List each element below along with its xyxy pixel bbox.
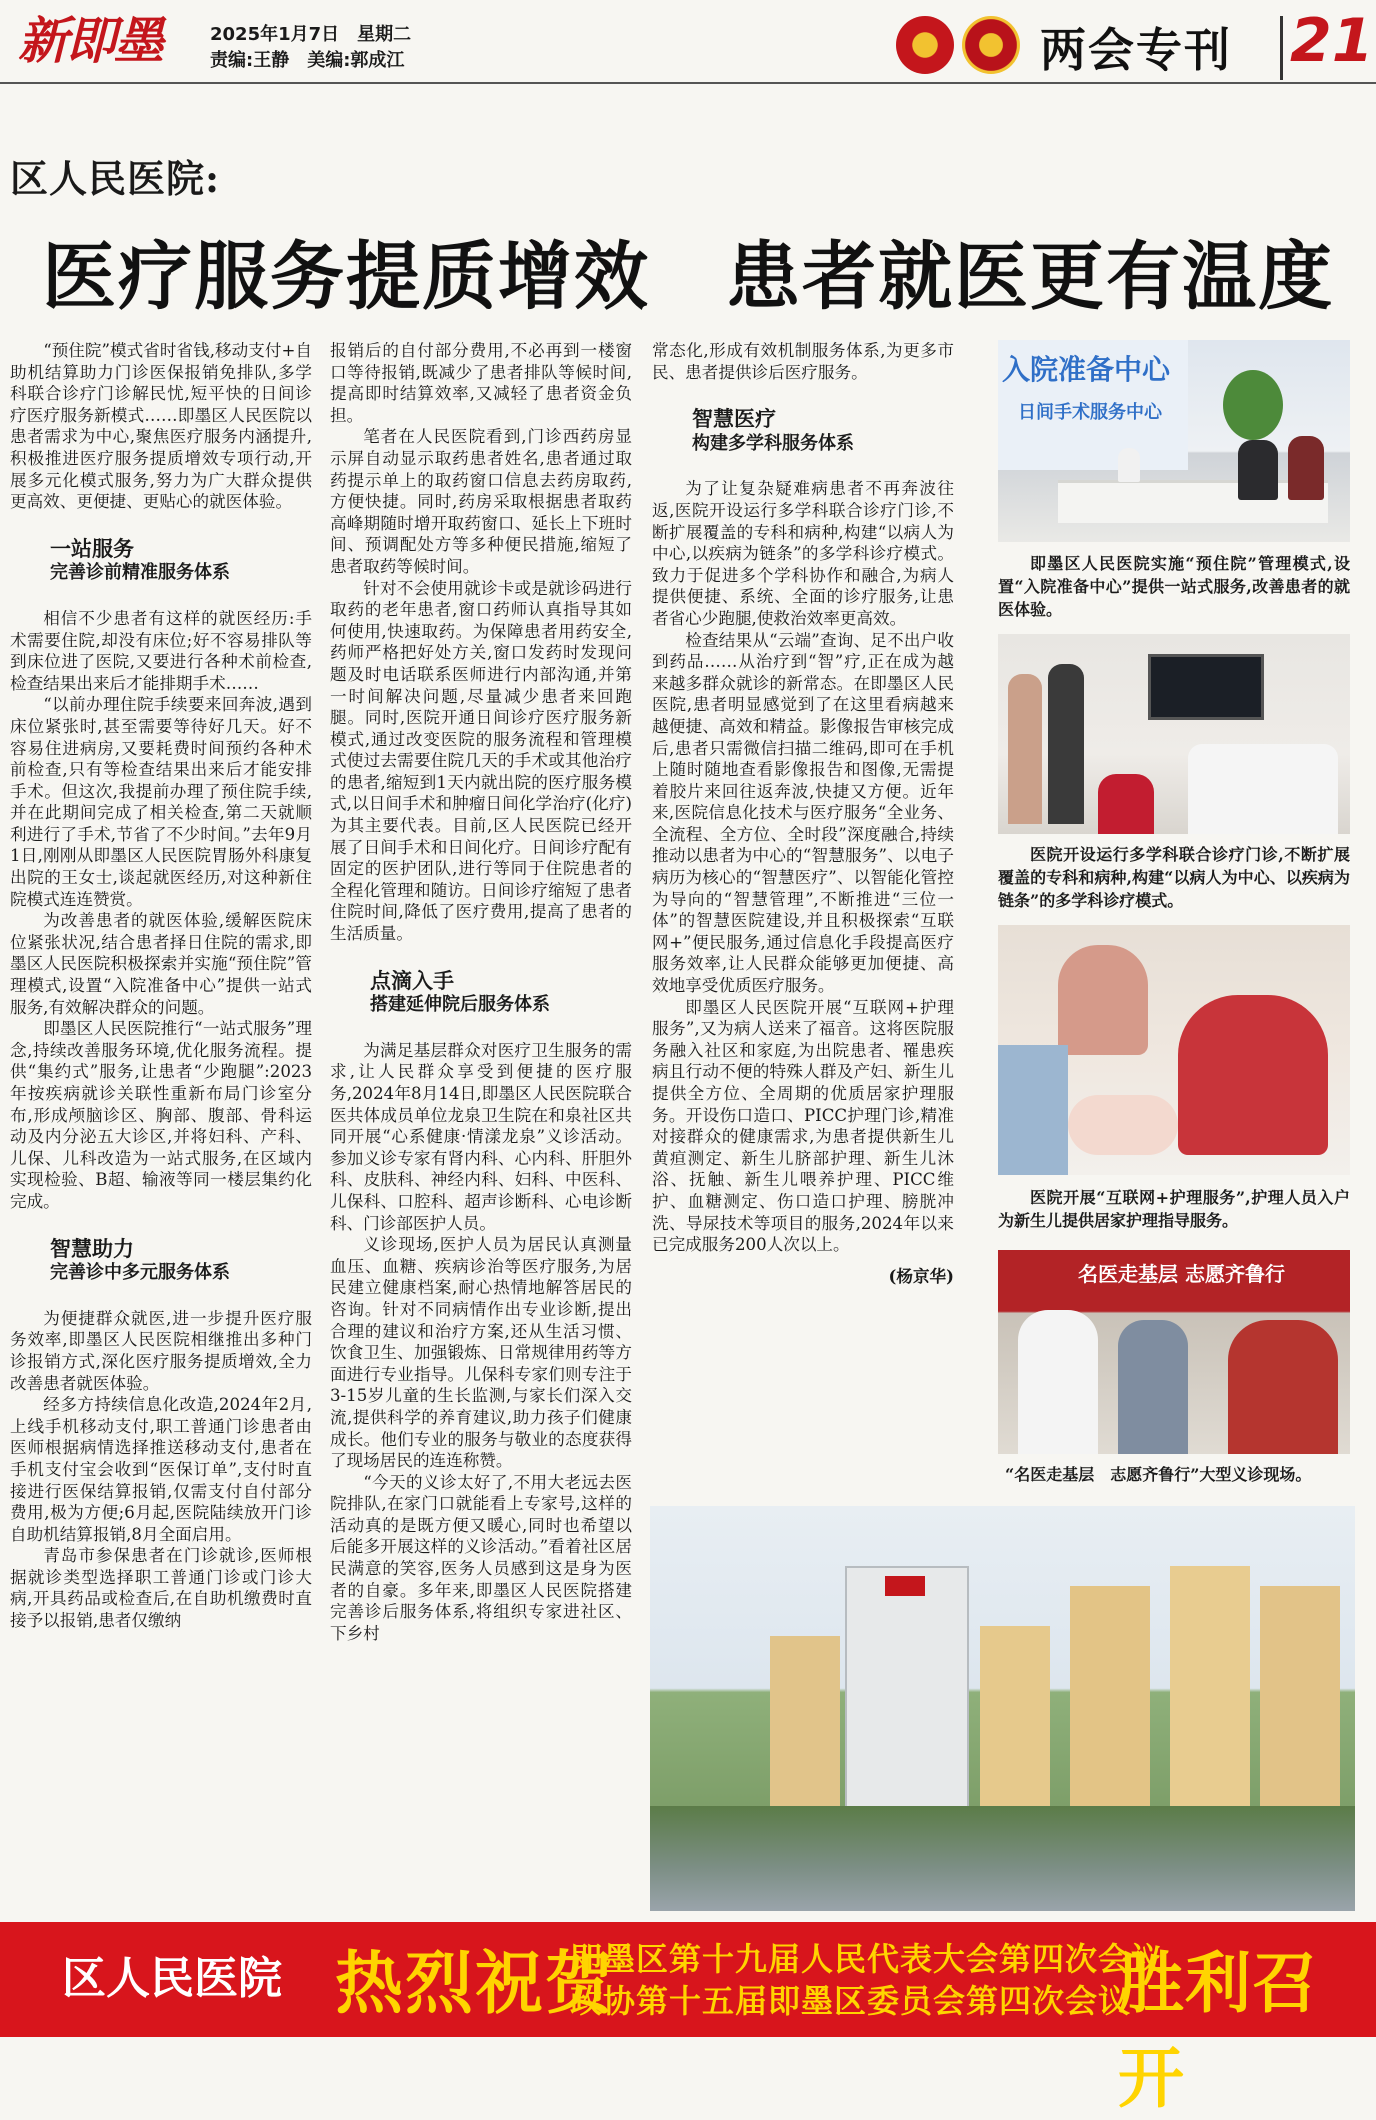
photo-caption: “名医走基层 志愿齐鲁行”大型义诊现场。 [1005,1465,1312,1484]
paragraph: 相信不少患者有这样的就医经历:手术需要住院,却没有床位;好不容易排队等到床位进了医院,又要进行各种术前检查,检查结果出来后才能排期手术…… [10,608,312,693]
paragraph: 针对不会使用就诊卡或是就诊码进行取药的老年患者,窗口药师认真指导其如何使用,快速取药。为保障患者用药安全,药师严格把好处方关,窗口发药时发现问题及时电话联系医师进行内部沟通,并第一时间解决问题,尽量减少患者来回跑腿。同时,医院开通日间诊疗医疗服务新模式,通过改变医院的服务流程和管理模式使过去需要住院几天的手术或其他治疗的患者,缩短到1天内就出院的医疗服务模式,以日间手术和肿瘤日间化学治疗(化疗)为其主要代表。目前,区人民医院已经开展了日间手术和日间化疗。日间诊疗配有固定的医护团队,进行等同于住院患者的全程化管理和随访。日间诊疗缩短了患者住院时间,降低了医疗费用,提高了患者的生活质量。 [330,578,632,944]
building [1260,1586,1340,1836]
building [1070,1586,1150,1836]
date-line: 2025年1月7日 星期二 [210,24,412,45]
building [1170,1566,1250,1836]
resident [1228,1320,1338,1454]
photo-free-clinic [998,1250,1350,1454]
byline: (杨京华) [888,1265,954,1286]
subheading-sub: 完善诊前精准服务体系 [50,562,230,584]
photo-sign-sub: 日间手术服务中心 [1018,402,1162,423]
photo-admission-center [998,340,1350,542]
banner-convened: 胜利召开 [1118,1945,1319,2117]
paragraph: 经多方持续信息化改造,2024年2月,上线手机移动支付,职工普通门诊患者由医师根据病情选择推送移动支付,患者在手机支付宝会收到“医保订单”,支付时直接进行医保结算报销,仅需支付自付部分费用,极为方便;6月起,医院陆续放开门诊自助机结算报销,8月全面启用。 [10,1395,312,1544]
grounds-and-parking [650,1806,1355,1911]
subheading-sub: 完善诊中多元服务体系 [50,1262,230,1284]
photo-multidisciplinary-clinic [998,634,1350,834]
main-tower [845,1566,969,1840]
editors-line: 责编:王静 美编:郭成江 [210,50,405,71]
paragraph: 笔者在人民医院看到,门诊西药房显示屏自动显示取药患者姓名,患者通过取药提示单上的取药窗口信息去药房取药,方便快捷。同时,药房采取根据患者取药高峰期随时增开取药窗口、延长上下班时间、预调配处方等多种便民措施,缩短了患者取药等候时间。 [330,427,632,576]
person [1238,440,1278,500]
photo-hospital-buildings [650,1506,1355,1911]
paragraph: “今天的义诊太好了,不用大老远去医院排队,在家门口就能看上专家号,这样的活动真的是既方便又暖心,同时也希望以后能多开展这样的义诊活动。”看着社区居民满意的笑容,医务人员感到这是身为医者的自豪。多年来,即墨区人民医院搭建完善诊后服务体系,将组织专家进社区、下乡村 [330,1472,632,1643]
hospital-sign [885,1576,925,1596]
cppcc-emblem-icon [962,16,1020,74]
paragraph: 报销后的自付部分费用,不必再到一楼窗口等待报销,既减少了患者排队等候时间,提高即时结算效率,又减轻了患者资金负担。 [330,341,632,425]
doctor [1018,1310,1098,1454]
paragraph: “预住院”模式省时省钱,移动支付+自助机结算助力门诊医保报销免排队,多学科联合诊疗门诊解民忧,短平快的日间诊疗医疗服务新模式……即墨区人民医院以患者需求为中心,聚焦医疗服务内涵提升,积极推进医疗服务提质增效专项行动,开展多元化模式服务,努力为广大群众提供更高效、更便捷、更贴心的就医体验。 [10,341,312,512]
plant [1223,370,1283,440]
patient [1098,774,1154,834]
photo-sign-main: 入院准备中心 [1002,353,1171,386]
subheading: 一站服务 [50,536,134,561]
article-kicker: 区人民医院: [10,156,221,201]
newborn [1068,1095,1178,1155]
person [1008,674,1042,824]
column-3 [652,340,954,1287]
paragraph: 常态化,形成有效机制服务体系,为更多市民、患者提供诊后医疗服务。 [652,341,954,382]
subheading-sub: 构建多学科服务体系 [692,432,854,454]
resident [1118,1320,1188,1454]
event-banner-text: 名医走基层 志愿齐鲁行 [1078,1262,1285,1286]
paragraph: 为满足基层群众对医疗卫生服务的需求,让人民群众享受到便捷的医疗服务,2024年8月14日,即墨区人民医院联合医共体成员单位龙泉卫生院在和泉社区共同开展“心系健康·情漾龙泉”义诊活动。参加义诊专家有肾内科、心内科、肝胆外科、皮肤科、神经内科、妇科、中医科、儿保科、口腔科、超声诊断科、心电诊断科、门诊部医护人员。 [330,1040,632,1233]
bedding [998,1045,1068,1175]
page-number: 21 [1290,6,1374,76]
section-divider [1280,16,1283,80]
photo-caption: 医院开展“互联网+护理服务”,护理人员入户为新生儿提供居家护理指导服务。 [998,1188,1350,1230]
paragraph: 即墨区人民医院开展“互联网+护理服务”,又为病人送来了福音。这将医院服务融入社区和家庭,为出院患者、罹患疾病且行动不便的特殊人群及产妇、新生儿提供全方位、全周期的优质居家护理服务。开设伤口造口、PICC护理门诊,精准对接群众的健康需求,为患者提供新生儿黄疸测定、新生儿脐部护理、新生儿沐浴、抚触、新生儿喂养护理、PICC维护、血糖测定、伤口造口护理、膀胱冲洗、导尿技术等项目的服务,2024年以来已完成服务200人次以上。 [652,997,954,1255]
subheading: 智慧医疗 [692,407,776,432]
paragraph: 义诊现场,医护人员为居民认真测量血压、血糖、疾病诊治等医疗服务,为居民建立健康档案,耐心热情地解答居民的咨询。针对不同病情作出专业诊断,提出合理的建议和治疗方案,还从生活习惯、饮食卫生、加强锻炼、日常规律用药等方面进行专业指导。儿保科专家们则专注于3-15岁儿童的生长监测,与家长们深入交流,提供科学的养育建议,助力孩子们健康成长。他们专业的服务与敬业的态度获得了现场居民的连连称赞。 [330,1235,632,1471]
screen [1148,654,1264,720]
national-emblem-icon [896,16,954,74]
photo-caption: 即墨区人民医院实施“预住院”管理模式,设置“入院准备中心”提供一站式服务,改善患者的就医体验。 [998,554,1350,619]
paragraph: 检查结果从“云端”查询、足不出户收到药品……从治疗到“智”疗,正在成为越来越多群众就诊的新常态。在即墨区人民医院,患者明显感觉到了在这里看病越来越便捷、高效和精益。影像报告审核完成后,患者只需微信扫描二维码,即可在手机上随时随地查看影像报告和图像,无需提着胶片来回往返奔波,快捷又方便。近年来,医院信息化技术与医疗服务“全业务、全流程、全方位、全时段”深度融合,持续推动以患者为中心的“智慧服务”、以电子病历为核心的“智慧医疗”、以智能化管控为导向的“智慧管理”,不断推进“三位一体”的智慧医院建设,并且积极探索“互联网+”便民服务,通过信息化手段提高医疗服务效率,让人民群众能够更加便捷、高效地享受优质医疗服务。 [652,630,954,996]
building [980,1626,1050,1836]
mother [1058,945,1148,1055]
masthead-logo: 新即墨 [18,11,162,70]
header-rule [0,82,1376,84]
banner-congratulate: 热烈祝贺 [335,1945,616,2024]
subheading: 智慧助力 [50,1236,134,1261]
banner-line-1: 即墨区第十九届人民代表大会第四次会议 [570,1940,1165,1978]
nurse [1178,995,1328,1155]
paragraph: “以前办理住院手续要来回奔波,遇到床位紧张时,甚至需要等待好几天。好不容易住进病房,又要耗费时间预约各种术前检查,只有等检查结果出来后才能安排手术。但这次,我提前办理了预住院手续,并在此期间完成了相关检查,第二天就顺利进行了手术,节省了不少时间。”去年9月1日,刚刚从即墨区人民医院胃肠外科康复出院的王女士,谈起就医经历,对这种新住院模式连连赞赏。 [10,695,312,909]
paragraph: 为便捷群众就医,进一步提升医疗服务效率,即墨区人民医院相继推出多种门诊报销方式,深化医疗服务提质增效,全力改善患者就医体验。 [10,1308,312,1393]
person [1048,664,1084,824]
banner-line-2: 政协第十五届即墨区委员会第四次会议 [570,1982,1132,2020]
subheading: 点滴入手 [370,968,454,993]
doctor [1188,744,1338,834]
subheading-sub: 搭建延伸院后服务体系 [370,994,550,1016]
paragraph: 青岛市参保患者在门诊就诊,医师根据就诊类型选择职工普通门诊或门诊大病,开具药品或检查后,在自助机缴费时直接予以报销,患者仅缴纳 [10,1546,312,1631]
photo-home-nursing [998,925,1350,1175]
column-2 [330,340,632,1644]
article-headline: 医疗服务提质增效 患者就医更有温度 [42,234,1334,320]
banner-hospital-name: 区人民医院 [62,1953,282,2004]
paragraph: 为改善患者的就医体验,缓解医院床位紧张状况,结合患者择日住院的需求,即墨区人民医院积极探索并实施“预住院”管理模式,设置“入院准备中心”提供一站式服务,有效解决群众的问题。 [10,911,312,1017]
paragraph: 即墨区人民医院推行“一站式服务”理念,持续改善服务环境,优化服务流程。提供“集约式”服务,让患者“少跑腿”:2023年按疾病就诊关联性重新布局门诊室分布,形成颅脑诊区、胸部、腹部、骨科运动及内分泌五大诊区,并将妇科、产科、儿保、儿科改造为一站式服务,在区域内实现检验、B超、输液等同一楼层集约化完成。 [10,1019,312,1211]
photo-caption: 医院开设运行多学科联合诊疗门诊,不断扩展覆盖的专科和病种,构建“以病人为中心、以疾病为链条”的多学科诊疗模式。 [998,845,1350,910]
person [1288,436,1324,500]
column-1 [10,340,312,1632]
section-title: 两会专刊 [1040,23,1232,77]
paragraph: 为了让复杂疑难病患者不再奔波往返,医院开设运行多学科联合诊疗门诊,不断扩展覆盖的专科和病种,构建“以病人为中心,以疾病为链条”的多学科诊疗模式。致力于促进多个学科协作和融合,为病人提供便捷、系统、全面的诊疗服务,让患者省心少跑腿,使救治效率更高效。 [652,479,954,628]
person [1118,448,1140,482]
